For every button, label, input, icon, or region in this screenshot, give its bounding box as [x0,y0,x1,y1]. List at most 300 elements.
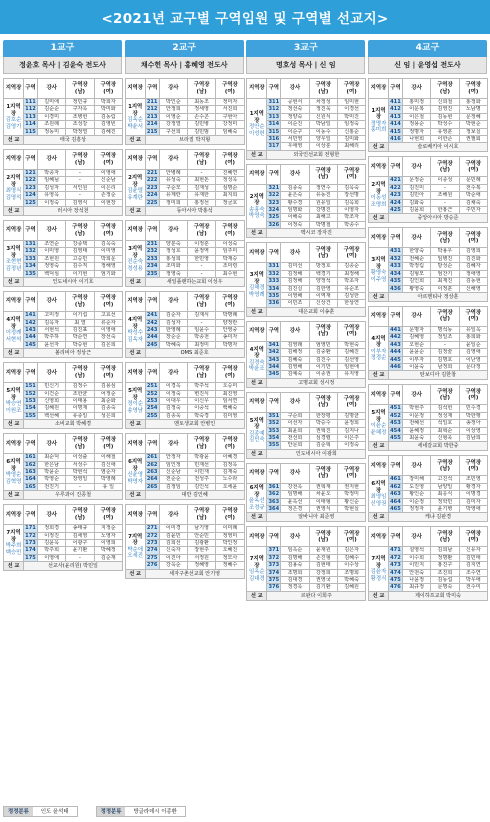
member-name: 장미해 [402,476,430,483]
zone-number: 242 [146,319,158,326]
member-name: 이영순 [159,113,187,120]
region-leader: 박순애 [127,546,143,553]
mission-row [4,207,123,216]
region-block [125,291,244,358]
member-name: 신순남 [159,468,187,475]
member-name: 박주석 [187,383,215,390]
member-name: 박명례 [216,312,244,319]
member-name: 노수라 [216,476,244,483]
member-name: 이난영 [459,356,487,363]
member-name: 박초자 [337,278,365,285]
member-name: 성은희 [94,412,122,419]
member-name: 이정숙 [337,442,365,449]
member-name: 최응식 [431,491,459,498]
member-name: 이해철 [94,454,122,461]
member-name: 김용심 [94,383,122,390]
region-table [3,504,123,571]
column-header: 구역장 (남) [66,150,94,170]
member-name: 진혜연 [216,170,244,177]
member-name: 문명자 [402,326,430,333]
header-row [125,505,244,525]
member-name: 한은남 [38,461,66,468]
region-leader: 김옥순 [127,117,143,124]
zone-number: 221 [146,170,158,177]
region-leader: 김정년 [5,265,22,272]
column-header: 강사 [38,221,66,241]
member-name: 서인원 [66,184,94,191]
column-header: 강사 [38,434,66,454]
zone-number: 121 [25,170,36,177]
member-name: 어정순 [94,390,122,397]
column-header: 강사 [402,385,430,405]
member-name: 권영국 [309,577,337,584]
zone-number: 124 [25,192,36,199]
member-name: 박현석 [66,468,94,475]
member-name: 김진화 [459,255,487,262]
member-name: 조한균 [66,390,94,397]
column-header: 구역장 (남) [431,385,459,405]
member-name: 유종일 [66,412,94,419]
zone-number: 224 [146,192,158,199]
region-area-label: 1지역장 [6,104,21,117]
footer-label: 정정분류 [4,807,33,816]
zone-number: 142 [25,319,36,326]
member-name: - [431,184,459,191]
member-name: 정선숙 [281,106,309,113]
column-header: 구역 [267,79,281,99]
column-header: 구역 [388,157,402,177]
column-header: 구역장 (남) [431,157,459,177]
mission-value: 러시아 장석천 [24,207,123,216]
column-header: 구역 [388,456,402,476]
member-name: 정애영 [459,270,487,277]
column-header: 구역 [388,228,402,248]
mission-value: 알바니아 최준영 [267,513,366,522]
column-header: 구역장 (남) [431,456,459,476]
member-name: 이선자 [281,420,309,427]
mission-row [125,420,244,429]
mission-row [368,371,487,380]
column-header: 구역장 (여) [216,79,244,99]
zone-number: 361 [268,483,280,490]
region-block [125,220,244,287]
member-name: 윤재원 [309,547,337,554]
member-name: 백선혜 [38,412,66,419]
zone-number: 123 [25,184,36,191]
zone-number: 462 [390,483,401,490]
mission-label: 선 교 [247,150,267,159]
region-area-label: 3지역장 [249,272,264,285]
zone-number: 372 [268,554,280,561]
column-header: 지역장 [247,164,267,184]
region-leader: 박영례 [249,291,265,298]
table-row [4,99,123,106]
mission-label: 선 교 [4,420,24,429]
zone-number: 223 [146,184,158,191]
member-name: 권필회 [459,136,487,143]
member-name: 정성호 [159,248,187,255]
zone-number: 313 [268,113,280,120]
region-area-cell [4,525,24,562]
member-name: - [431,199,459,206]
footer-label: 정정분류 [97,807,126,816]
mission-label: 선 교 [4,562,24,571]
mission-value: 중앙아시아 방승준 [388,214,487,223]
member-name: 남정희 [431,363,459,370]
member-name: 이민재 [187,468,215,475]
member-name: 안정자 [159,454,187,461]
member-name: 최윤숙 [402,434,430,441]
table-row [4,525,123,532]
member-name: 박영례 [94,476,122,483]
member-name: 이은주 [337,434,365,441]
region-block [368,306,487,380]
member-name: 오혜진 [216,547,244,554]
column-header: 지역장 [368,79,388,99]
member-name: 김혜원 [38,405,66,412]
mission-label: 선 교 [247,513,267,522]
member-name: 김인석 [187,483,215,490]
member-name: 박주희 [38,547,66,554]
mission-value: 고명교회 성시정 [267,378,366,387]
region-leader: 진순숙 [127,259,143,266]
column-header: 강사 [281,527,309,547]
region-block [246,392,365,459]
column-header: 구역 [24,150,38,170]
member-name: 양정석 [309,278,337,285]
region-leader: 정명자 [370,120,387,127]
member-name: 최현돈 [187,177,215,184]
column-header: 지역장 [4,292,24,312]
member-name: - [66,554,94,561]
member-name: 명석동 [431,326,459,333]
member-name: 김성자 [38,184,66,191]
column-header: 구역장 (여) [459,385,487,405]
header-row [125,221,244,241]
member-name: 김남희 [459,434,487,441]
region-area-label: 3지역장 [6,246,21,259]
member-name: 민신기 [38,383,66,390]
mission-label: 선 교 [125,420,145,429]
member-name: 권혁재 [309,483,337,490]
member-name: 김희남 [431,547,459,554]
mission-row [368,143,487,152]
district-name: 3교구 [246,40,365,57]
member-name: - [66,192,94,199]
region-table [368,78,488,152]
mission-value: OMS 최준호 [145,349,244,358]
member-name: 김명호 [431,356,459,363]
member-name: 김옥숙 [337,184,365,191]
member-name: 박승수 [309,420,337,427]
column-header: 구역 [267,392,281,412]
member-name: 나윤정 [402,577,430,584]
member-name: 이정숙 [281,221,309,228]
district-name: 1교구 [3,40,122,57]
mission-value: 인도네시아 이기호 [24,278,123,287]
member-name: 김종순 [337,263,365,270]
member-name: 이혜경 [216,454,244,461]
member-name: 박숙경 [187,412,215,419]
zone-number: 324 [268,207,280,214]
mission-row [247,378,366,387]
region-table [3,362,123,429]
member-name: 나현희 [402,136,430,143]
column-header: 구역장 (여) [459,79,487,99]
member-name: 송정아 [459,420,487,427]
mission-label: 선 교 [368,292,388,301]
table-row [368,326,487,333]
member-name: 구현아 [216,113,244,120]
member-name: 정미자 [216,99,244,106]
mission-label: 선 교 [4,136,24,145]
member-name: 안순민 [187,532,215,539]
region-area-label: 2지역장 [249,193,264,207]
mission-value: 대은교회 이송훈 [267,307,366,316]
column-header: 강사 [159,221,187,241]
zone-number: 351 [268,412,280,419]
member-name: 이광구 [66,540,94,547]
region-leader: 이동성 [370,195,387,202]
region-table [3,433,123,500]
member-name: 김채숙 [459,199,487,206]
table-row [368,99,487,106]
region-block [368,156,487,223]
member-name: 박종수 [337,221,365,228]
zone-number: 215 [146,128,158,135]
zone-number: 453 [390,420,401,427]
district-manager: 명호성 목사 | 신 임 [246,57,365,74]
table-row [247,412,366,419]
region-leader: 박영자 [127,478,143,485]
column-header: 지역장 [247,243,267,263]
member-name: 권혁진 [309,427,337,434]
column-header: 구역 [267,463,281,483]
region-leader: 이부자 [370,348,387,355]
column-header: 지역장 [125,505,145,525]
zone-number: 472 [390,554,401,561]
table-row [368,547,487,554]
zone-number: 153 [25,397,36,404]
zone-number: 244 [146,334,158,341]
member-name: 최윤희 [281,427,309,434]
region-table [246,392,366,459]
mission-row [4,136,123,145]
zone-number: 473 [390,562,401,569]
member-name: 김온희 [94,341,122,348]
member-name: 정성재 [431,412,459,419]
header-row [368,157,487,177]
column-header: 구역 [145,221,159,241]
member-name: 김현태 [309,562,337,569]
member-name: - [66,170,94,177]
district-manager: 정윤호 목사 | 김윤숙 전도사 [3,57,122,74]
mission-value: 제이하프교회 박미숙 [388,591,487,600]
member-name: 김재성 [187,184,215,191]
member-name: 김동림 [94,113,122,120]
mission-label: 선 교 [125,569,145,578]
region-table [3,149,123,216]
zone-number: 316 [268,136,280,143]
column-header: 구역 [145,79,159,99]
member-name: 윤은숙 [281,192,309,199]
region-leader: 최영임 [370,494,387,501]
zone-number: 422 [390,184,401,191]
column-header: 구역장 (남) [187,79,215,99]
member-name: 이상훈 [309,143,337,150]
header-row [4,434,123,454]
member-name: 김윤민 [159,532,187,539]
column-header: 구역 [267,164,281,184]
member-name: 손수곤 [187,113,215,120]
column-header: 구역장 (여) [337,79,365,99]
region-leader: 정성용 [127,265,143,272]
column-header: 지역장 [4,434,24,454]
mission-label: 선 교 [4,207,24,216]
region-leader: 이원조 [5,407,22,414]
region-leader: 김민숙 [249,437,265,444]
zone-number: 355 [268,442,280,449]
member-name: 최정해 [337,270,365,277]
member-name: 이기만 [309,363,337,370]
mission-label: 선 교 [368,214,388,223]
column-header: 강사 [159,363,187,383]
region-area-cell [368,248,388,292]
member-name: 유성숙 [159,177,187,184]
region-table [368,306,488,380]
zone-number: 162 [25,461,36,468]
member-name: 김재숙 [216,468,244,475]
column-header: 지역장 [4,150,24,170]
member-name: 김진미 [402,184,430,191]
header-row [368,456,487,476]
zone-number: 452 [390,412,401,419]
district-header [3,40,122,74]
header-row [247,392,366,412]
member-name: 김종숙 [94,405,122,412]
column-header: 강사 [38,505,66,525]
mission-label: 선 교 [4,349,24,358]
region-area-cell [368,476,388,513]
mission-value: 멘토생교회 안병인 [145,420,244,429]
zone-number: 333 [268,278,280,285]
member-name: - [187,270,215,277]
member-name: 이정진 [38,532,66,539]
region-block [125,362,244,429]
zone-number: 133 [25,255,36,262]
column-header: 지역장 [368,456,388,476]
column-header: 강사 [38,292,66,312]
zone-number: 315 [268,128,280,135]
member-name: 김영희 [459,248,487,255]
zone-number: 265 [146,483,158,490]
zone-number: 235 [146,270,158,277]
zone-number: 164 [25,476,36,483]
member-name: 김동현 [459,278,487,285]
region-block [368,78,487,152]
member-name: 조미령 [216,263,244,270]
member-name: 김명균 [337,412,365,419]
mission-value: 태국 김흥상 [24,136,123,145]
zone-number: 264 [146,476,158,483]
zone-number: 436 [390,285,401,292]
member-name: 김정해 [281,278,309,285]
member-name: 임옥순 [281,547,309,554]
member-name: 정동미 [38,128,66,135]
member-name: 심경렬 [309,434,337,441]
zone-number: 135 [25,270,36,277]
member-name: 안천숙 [402,569,430,576]
zone-number: 441 [390,326,401,333]
header-row [247,164,366,184]
member-name: 서성수 [66,461,94,468]
member-name: 손정순 [94,192,122,199]
zone-number: 214 [146,121,158,128]
table-row [247,99,366,106]
member-name: 정일조 [431,334,459,341]
region-area-cell [125,525,145,569]
member-name: 노남명 [459,106,487,113]
mission-value: 세자구촌선교회 안기영 [145,569,244,578]
column-header: 구역장 (남) [187,292,215,312]
member-name: 김형모 [402,270,430,277]
zone-number: 125 [25,199,36,206]
zone-number: 424 [390,199,401,206]
zone-number: 155 [25,412,36,419]
zone-number: 165 [25,483,36,490]
member-name: 황수경 [281,199,309,206]
region-leader: 김해경 [249,285,265,291]
column-header: 구역 [388,79,402,99]
zone-number: 114 [25,121,36,128]
member-name: 김옥자 [38,319,66,326]
mission-value: 세네갈교회 박한중 [388,442,487,451]
member-name: 최해리 [337,143,365,150]
member-name: 박용우 [431,248,459,255]
member-name: 정정자 [402,506,430,513]
member-name: 홍미정 [402,99,430,106]
member-name: 김정숙 [159,405,187,412]
member-name: 고진석 [431,476,459,483]
member-name: 정영미 [216,532,244,539]
column-header: 지역장 [125,79,145,99]
mission-label: 선 교 [125,278,145,287]
header-row [4,363,123,383]
column-header: 강사 [402,456,430,476]
table-row [125,383,244,390]
region-table [246,78,366,160]
header-row [125,434,244,454]
member-name: 박우애 [459,577,487,584]
region-area-label: 7지역장 [128,533,143,547]
column-header: 구역장 (여) [337,321,365,341]
member-name: 장선숙 [94,334,122,341]
member-name: 정진욱 [309,106,337,113]
region-table [125,78,245,145]
column-header: 구역 [145,505,159,525]
member-name: 장현주 [187,547,215,554]
region-area-label: 4지역장 [371,335,386,349]
member-name: 정명환 [431,554,459,561]
column-header: 강사 [402,228,430,248]
region-block [125,149,244,216]
member-name: 박남일 [309,121,337,128]
column-header: 구역장 (여) [216,221,244,241]
header-row [125,292,244,312]
member-name: 서진희 [216,106,244,113]
member-name: 김지나 [337,427,365,434]
region-block [368,455,487,522]
